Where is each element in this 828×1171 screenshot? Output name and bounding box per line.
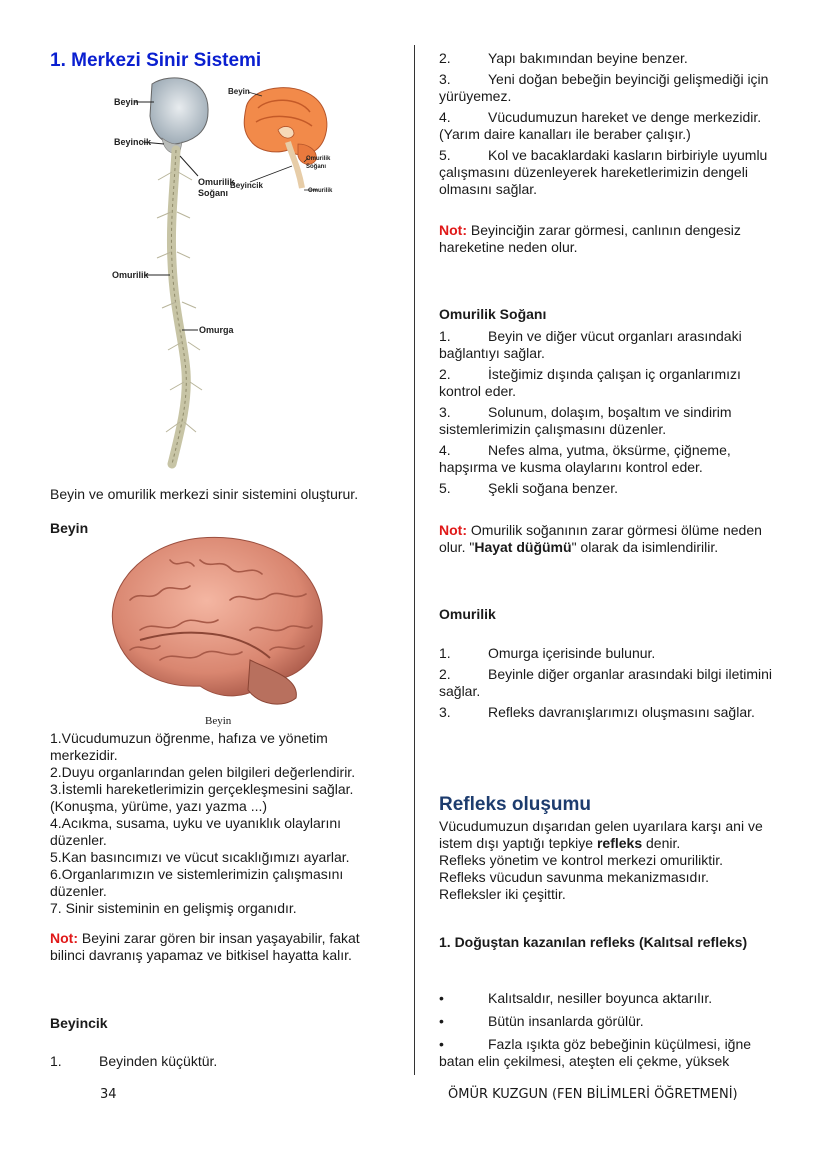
beyin-list bbox=[50, 730, 380, 917]
refleks-line: Refleks yönetim ve kontrol merkezi omuriliktir. bbox=[439, 852, 723, 868]
list-item: • Kalıtsaldır, nesiller boyunca aktarılır. bbox=[439, 990, 713, 1006]
list-item: 3. Solunum, dolaşım, boşaltım ve sindirim sistemlerimizin çalışmasını düzenler. bbox=[439, 404, 732, 437]
list-item: 2. İsteğimiz dışında çalışan iç organlarımızı kontrol eder. bbox=[439, 366, 741, 399]
list-item: 2. Yapı bakımından beyine benzer. bbox=[439, 50, 688, 66]
beyincik-heading: Beyincik bbox=[50, 1015, 108, 1031]
list-item: 3. Refleks davranışlarımızı oluşmasını sağlar. bbox=[439, 704, 755, 720]
refleks-text: Vücudumuzun dışarıdan gelen uyarılara karşı ani ve istem dışı yaptığı tepkiye refleks denir. Refleks yönetim ve kontrol merkezi omuriliktir. Refleks vücudun savunma mekanizmasıdır. Refleksler iki çeşittir. bbox=[439, 818, 784, 903]
column-divider bbox=[414, 45, 415, 1075]
label-omurilik: Omurilik bbox=[112, 270, 149, 280]
footer-author: ÖMÜR KUZGUN (FEN BİLİMLERİ ÖĞRETMENİ) bbox=[448, 1087, 738, 1102]
list-item: 1. Beyinden küçüktür. bbox=[50, 1053, 218, 1069]
omurilik-list bbox=[439, 645, 784, 721]
intro-text: Beyin ve omurilik merkezi sinir sistemini oluşturur. bbox=[50, 486, 359, 502]
label-omurga: Omurga bbox=[199, 325, 234, 335]
list-item: 3.İstemli hareketlerimizin gerçekleşmesini sağlar.(Konuşma, yürüme, yazı yazma ...) bbox=[50, 781, 354, 814]
label-omurilik-sogani-1: Omurilik bbox=[198, 177, 235, 187]
list-item: 6.Organlarımızın ve sistemlerimizin çalışmasını düzenler. bbox=[50, 866, 344, 899]
beyin-note bbox=[50, 930, 380, 964]
label-omurilik-sogani-2: Soğanı bbox=[198, 188, 229, 198]
refleks-title: Refleks oluşumu bbox=[439, 794, 592, 815]
omurilik-sogani-note: Not: Omurilik soğanının zarar görmesi ölüme neden olur. "Hayat düğümü" olarak da isimlendirilir. bbox=[439, 522, 762, 555]
list-item: 7. Sinir sisteminin en gelişmiş organıdır. bbox=[50, 900, 297, 916]
list-item: • Fazla ışıkta göz bebeğinin küçülmesi, iğne batan elin çekilmesi, ateşten eli çekme, yüksek bbox=[439, 1036, 752, 1069]
refleks-line: Refleks vücudun savunma mekanizmasıdır. bbox=[439, 869, 710, 885]
label-beyin: Beyin bbox=[114, 97, 139, 107]
list-item: 1. Omurga içerisinde bulunur. bbox=[439, 645, 656, 661]
list-item: 4. Nefes alma, yutma, öksürme, çiğneme, hapşırma ve kusma olaylarını kontrol eder. bbox=[439, 442, 731, 475]
small-label-beyincik: Beyincik bbox=[230, 181, 263, 190]
list-item: 2. Beyinle diğer organlar arasındaki bilgi iletimini sağlar. bbox=[439, 666, 773, 699]
dogustan-refleks-heading: 1. Doğuştan kazanılan refleks (Kalıtsal refleks) bbox=[439, 934, 748, 950]
list-item: 1. Beyin ve diğer vücut organları arasındaki bağlantıyı sağlar. bbox=[439, 328, 742, 361]
list-item: 4. Vücudumuzun hareket ve denge merkezidir. (Yarım daire kanalları ile beraber çalışır.) bbox=[439, 109, 762, 142]
section-title: 1. Merkezi Sinir Sistemi bbox=[50, 50, 262, 71]
note-text: Beyini zarar gören bir insan yaşayabilir, fakat bilinci davranış yapamaz ve bitkisel hayatta kalır. bbox=[50, 930, 360, 963]
small-label-omurilik-sogani-1: Omurilik bbox=[306, 156, 331, 162]
brain-illustration bbox=[100, 530, 330, 710]
list-item: 4.Acıkma, susama, uyku ve uyanıklık olaylarını düzenler. bbox=[50, 815, 342, 848]
list-item: 2.Duyu organlarından gelen bilgileri değerlendirir. bbox=[50, 764, 356, 780]
omurilik-sogani-list bbox=[439, 328, 784, 497]
nervous-system-illustration bbox=[100, 72, 240, 472]
small-label-omurilik: Omurilik bbox=[308, 188, 333, 194]
beyincik-list-continued bbox=[439, 50, 784, 198]
list-item: 3. Yeni doğan bebeğin beyinciği gelişmediği için yürüyemez. bbox=[439, 71, 769, 104]
small-label-beyin: Beyin bbox=[228, 87, 250, 96]
note-label: Not: bbox=[50, 930, 78, 946]
small-label-omurilik-sogani-2: Soğanı bbox=[306, 164, 327, 170]
beyincik-note: Not: Beyinciğin zarar görmesi, canlının dengesiz hareketine neden olur. bbox=[439, 222, 741, 255]
beyin-heading: Beyin bbox=[50, 520, 89, 536]
refleks-line: Refleksler iki çeşittir. bbox=[439, 886, 566, 902]
list-item: 5. Şekli soğana benzer. bbox=[439, 480, 618, 496]
list-item: 5.Kan basıncımızı ve vücut sıcaklığımızı ayarlar. bbox=[50, 849, 350, 865]
page-number: 34 bbox=[100, 1087, 117, 1102]
list-item: 1.Vücudumuzun öğrenme, hafıza ve yönetim merkezidir. bbox=[50, 730, 328, 763]
brain-caption: Beyin bbox=[205, 715, 232, 727]
list-item: • Bütün insanlarda görülür. bbox=[439, 1013, 644, 1029]
brain-section-illustration bbox=[228, 78, 340, 198]
omurilik-heading: Omurilik bbox=[439, 606, 496, 622]
label-beyincik: Beyincik bbox=[114, 137, 152, 147]
refleks-bullets bbox=[439, 990, 784, 1070]
list-item: 5. Kol ve bacaklardaki kasların birbiriyle uyumlu çalışmasını düzenleyerek hareketlerimizin dengeli olmasını sağlar. bbox=[439, 147, 768, 197]
omurilik-sogani-heading: Omurilik Soğanı bbox=[439, 306, 547, 322]
